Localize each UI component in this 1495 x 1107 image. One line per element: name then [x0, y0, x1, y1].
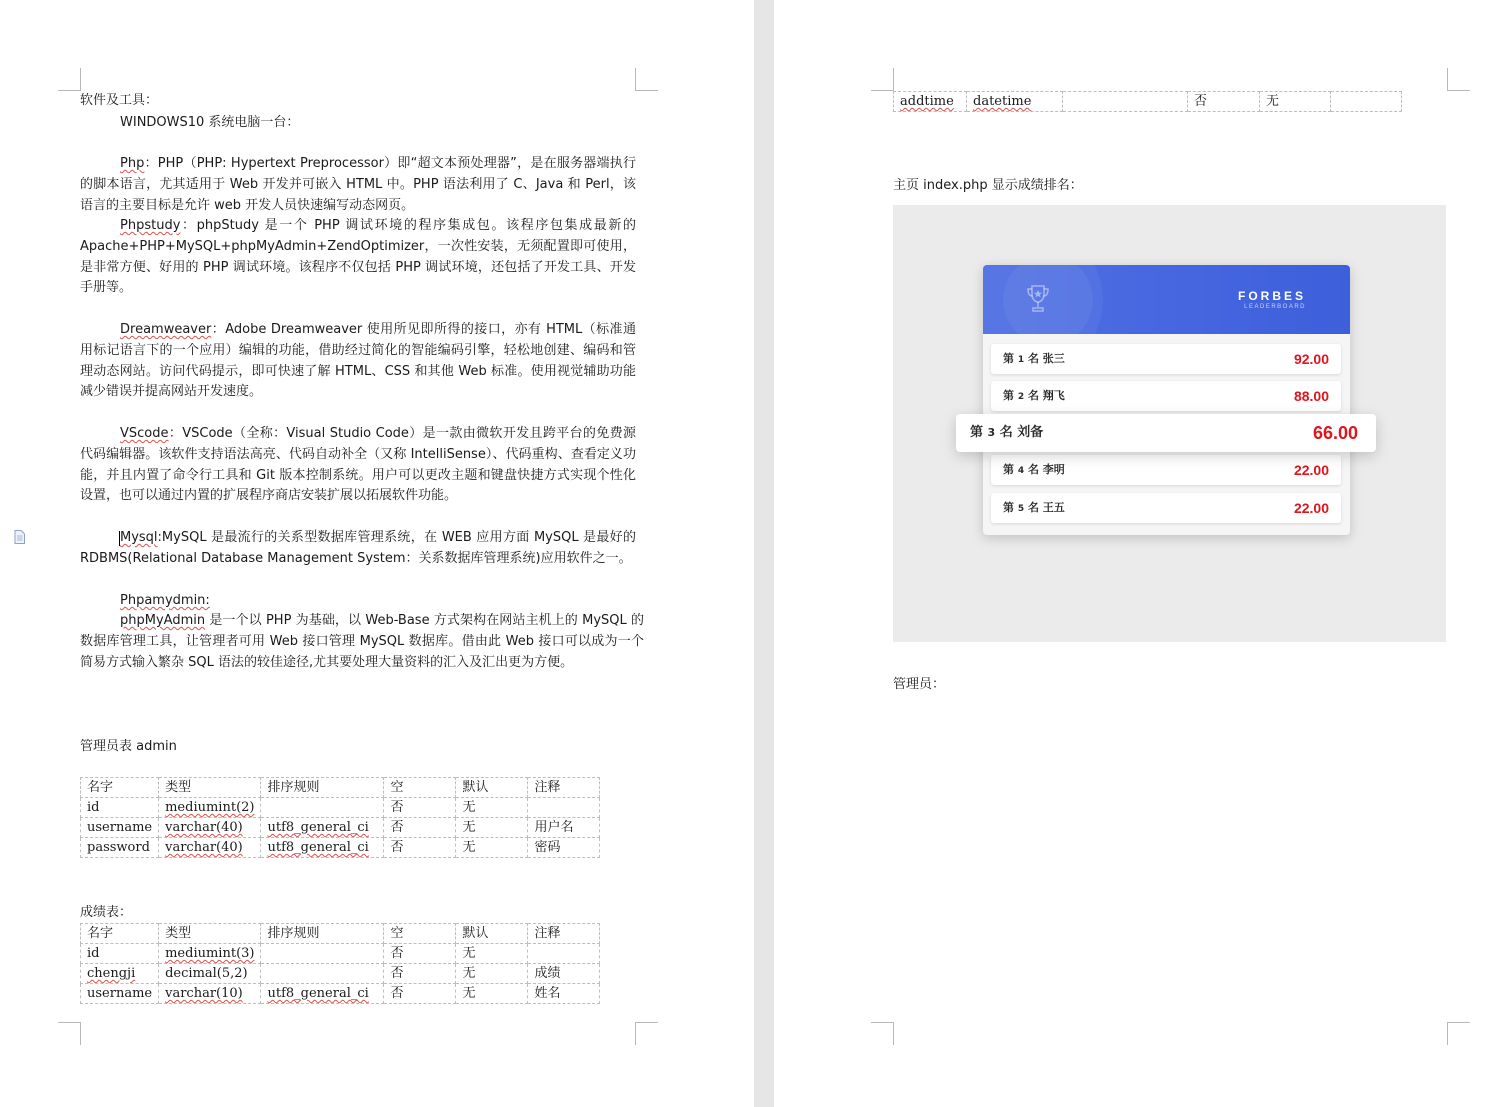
- leaderboard-row[interactable]: [991, 455, 1341, 485]
- table-header-row: [81, 778, 600, 798]
- leaderboard-screenshot: [893, 205, 1446, 642]
- rank-name: 名 王五: [1027, 501, 1065, 514]
- table-cell: varchar(40): [165, 840, 243, 855]
- table-cell: mediumint(3): [165, 946, 255, 961]
- admin-caption: 管理员：: [893, 677, 946, 692]
- table-cell: username: [81, 818, 159, 838]
- table-cell: varchar(40): [165, 820, 243, 835]
- table-cell: 用户名: [528, 818, 600, 838]
- section-heading: 软件及工具：: [80, 93, 159, 108]
- crop-mark: [635, 68, 658, 91]
- paragraph-mysql-text: :MySQL 是最流行的关系型数据库管理系统，在 WEB 应用方面 MySQL 是最好的 RDBMS(Relational Database Management System：关系数据库管理系统)应用软件之一。: [80, 530, 636, 566]
- table-cell: 无: [456, 838, 528, 858]
- score-table-title: 成绩表：: [80, 905, 133, 920]
- table-row: [81, 944, 600, 964]
- table-cell: 否: [384, 964, 456, 984]
- table-cell: [528, 798, 600, 818]
- table-cell: varchar(10): [165, 986, 243, 1001]
- rank-number: 2: [1017, 392, 1025, 402]
- table-header-row: [81, 924, 600, 944]
- rank-label: [1003, 493, 1065, 524]
- leaderboard-card: [970, 265, 1358, 535]
- table-header-cell: 默认: [456, 924, 528, 944]
- rank-name: 名 刘备: [999, 425, 1044, 440]
- table-cell: 否: [384, 818, 456, 838]
- brand-title: FORBES: [1237, 289, 1306, 303]
- term-phpmyadmin: phpMyAdmin: [120, 613, 206, 628]
- table-cell: id: [81, 944, 159, 964]
- table-header-cell: 类型: [159, 778, 261, 798]
- rank-prefix: 第: [1003, 389, 1014, 402]
- leaderboard-header: [983, 265, 1350, 334]
- table-row: [81, 818, 600, 838]
- rank-label: [1003, 381, 1065, 412]
- table-header-cell: 排序规则: [261, 778, 384, 798]
- rank-prefix: 第: [970, 425, 984, 440]
- rank-number: 3: [987, 426, 996, 439]
- table-cell: 否: [384, 984, 456, 1004]
- table-header-cell: 默认: [456, 778, 528, 798]
- table-cell: 无: [456, 944, 528, 964]
- admin-table-title: 管理员表 admin: [80, 739, 177, 754]
- rank-prefix: 第: [1003, 463, 1014, 476]
- table-cell: addtime: [900, 94, 954, 109]
- table-cell: chengji: [87, 966, 136, 981]
- rank-label: [1003, 455, 1065, 486]
- table-cell: 否: [384, 944, 456, 964]
- table-cell: utf8_general_ci: [267, 840, 369, 855]
- table-cell: 无: [1260, 92, 1331, 112]
- rank-name: 名 张三: [1027, 352, 1065, 365]
- score-table: [80, 923, 600, 1004]
- crop-mark: [635, 1022, 658, 1045]
- table-cell: datetime: [973, 94, 1032, 109]
- score-value: 88.00: [1293, 388, 1329, 404]
- leaderboard-row[interactable]: [991, 381, 1341, 411]
- table-cell: [1063, 92, 1188, 112]
- table-header-cell: 注释: [528, 778, 600, 798]
- paragraph-phpmyadmin-text: 是一个以 PHP 为基础，以 Web-Base 方式架构在网站主机上的 MySQL 的数据库管理工具，让管理者可用 Web 接口管理 MySQL 数据库。借由此 Web 接口可以成为一个简易方式输入繁杂 SQL 语法的较佳途径,尤其要处理大量资料的汇入及汇出更为方便。: [80, 613, 644, 670]
- paragraph-marker-icon[interactable]: [14, 530, 25, 544]
- table-cell: [1331, 92, 1402, 112]
- table-cell: utf8_general_ci: [267, 986, 369, 1001]
- paragraph-phpstudy: [80, 216, 636, 299]
- score-value: 22.00: [1293, 462, 1329, 478]
- crop-mark: [871, 1022, 894, 1045]
- table-header-cell: 注释: [528, 924, 600, 944]
- table-cell: 姓名: [528, 984, 600, 1004]
- term-vscode: VScode: [120, 426, 169, 441]
- table-cell: mediumint(2): [165, 800, 255, 815]
- table-cell: [261, 798, 384, 818]
- table-cell: 否: [1188, 92, 1260, 112]
- table-cell: [528, 944, 600, 964]
- paragraph-php-text: ：PHP（PHP: Hypertext Preprocessor）即“超文本预处理器”，是在服务器端执行的脚本语言，尤其适用于 Web 开发并可嵌入 HTML 中。PHP 语法利用了 C、Java 和 Perl，该语言的主要目标是允许 web 开发人员快速编写动态网页。: [80, 156, 636, 213]
- rank-number: 1: [1017, 355, 1025, 365]
- table-row: [81, 798, 600, 818]
- table-header-cell: 名字: [81, 924, 159, 944]
- table-cell: 否: [384, 838, 456, 858]
- rank-prefix: 第: [1003, 352, 1014, 365]
- table-cell: 无: [456, 984, 528, 1004]
- paragraph-php: [80, 154, 636, 216]
- table-row: [81, 838, 600, 858]
- rank-label: [1003, 344, 1065, 375]
- table-cell: 无: [456, 964, 528, 984]
- table-header-cell: 空: [384, 778, 456, 798]
- table-header-cell: 空: [384, 924, 456, 944]
- table-cell: 成绩: [528, 964, 600, 984]
- rank-number: 5: [1017, 504, 1025, 514]
- crop-mark: [1447, 68, 1470, 91]
- rank-name: 名 李明: [1027, 463, 1065, 476]
- leaderboard-row[interactable]: [991, 344, 1341, 374]
- score-value: 22.00: [1293, 500, 1329, 516]
- score-value: 66.00: [1312, 423, 1358, 443]
- trophy-icon: [1023, 283, 1053, 315]
- crop-mark: [871, 68, 894, 91]
- paragraph-dreamweaver-text: ：Adobe Dreamweaver 使用所见即所得的接口，亦有 HTML（标准通用标记语言下的一个应用）编辑的功能，借助经过简化的智能编码引擎，轻松地创建、编码和管理动态网站。访问代码提示，即可快速了解 HTML、CSS 和其他 Web 标准。使用视觉辅助功能减少错误并提高网站开发速度。: [80, 322, 636, 400]
- rank-prefix: 第: [1003, 501, 1014, 514]
- table-cell: id: [81, 798, 159, 818]
- crop-mark: [1447, 1022, 1470, 1045]
- paragraph-phpmyadmin: [80, 611, 644, 673]
- term-php: Php: [120, 156, 145, 171]
- crop-mark: [58, 1022, 81, 1045]
- admin-table: [80, 777, 600, 858]
- term-phpstudy: Phpstudy: [120, 218, 181, 233]
- table-header-cell: 类型: [159, 924, 261, 944]
- paragraph-phpstudy-text: ：phpStudy 是一个 PHP 调试环境的程序集成包。该程序包集成最新的 Apache+PHP+MySQL+phpMyAdmin+ZendOptimizer，一次性安装，无须配置即可使用，是非常方便、好用的 PHP 调试环境。该程序不仅包括 PHP 调试环境，还包括了开发工具、开发手册等。: [80, 218, 636, 296]
- term-dreamweaver: Dreamweaver: [120, 322, 212, 337]
- os-line: WINDOWS10 系统电脑一台：: [120, 115, 300, 130]
- brand-subtitle: LEADERBOARD: [1244, 304, 1306, 310]
- table-cell: 无: [456, 798, 528, 818]
- table-cell: 无: [456, 818, 528, 838]
- table-header-cell: 排序规则: [261, 924, 384, 944]
- rank-name: 名 翔飞: [1027, 389, 1065, 402]
- paragraph-vscode-text: ：VSCode（全称：Visual Studio Code）是一款由微软开发且跨平台的免费源代码编辑器。该软件支持语法高亮、代码自动补全（又称 IntelliSense）、代码重构、查看定义功能，并且内置了命令行工具和 Git 版本控制系统。用户可以更改主题和键盘快捷方式实现个性化设置，也可以通过内置的扩展程序商店安装扩展以拓展软件功能。: [80, 426, 636, 504]
- addtime-table-row: [893, 91, 1402, 112]
- phpmyadmin-title: Phpamydmin:: [120, 593, 210, 608]
- paragraph-mysql: [80, 528, 636, 570]
- term-mysql: Mysql: [120, 530, 158, 545]
- table-row: [81, 964, 600, 984]
- table-cell: [261, 944, 384, 964]
- rank-label: [970, 414, 1043, 452]
- paragraph-vscode: [80, 424, 636, 507]
- rank-number: 4: [1017, 466, 1025, 476]
- table-cell: [261, 964, 384, 984]
- table-cell: 密码: [528, 838, 600, 858]
- table-row: [894, 92, 1402, 112]
- leaderboard-row[interactable]: [991, 493, 1341, 523]
- table-cell: 否: [384, 798, 456, 818]
- score-value: 92.00: [1293, 351, 1329, 367]
- table-cell: utf8_general_ci: [267, 820, 369, 835]
- table-cell: username: [81, 984, 159, 1004]
- paragraph-dreamweaver: [80, 320, 636, 403]
- index-caption: 主页 index.php 显示成绩排名：: [893, 178, 1083, 193]
- crop-mark: [58, 68, 81, 91]
- table-header-cell: 名字: [81, 778, 159, 798]
- table-cell: decimal(5,2): [159, 964, 261, 984]
- table-row: [81, 984, 600, 1004]
- table-cell: password: [81, 838, 159, 858]
- leaderboard-row-highlighted[interactable]: [956, 414, 1376, 452]
